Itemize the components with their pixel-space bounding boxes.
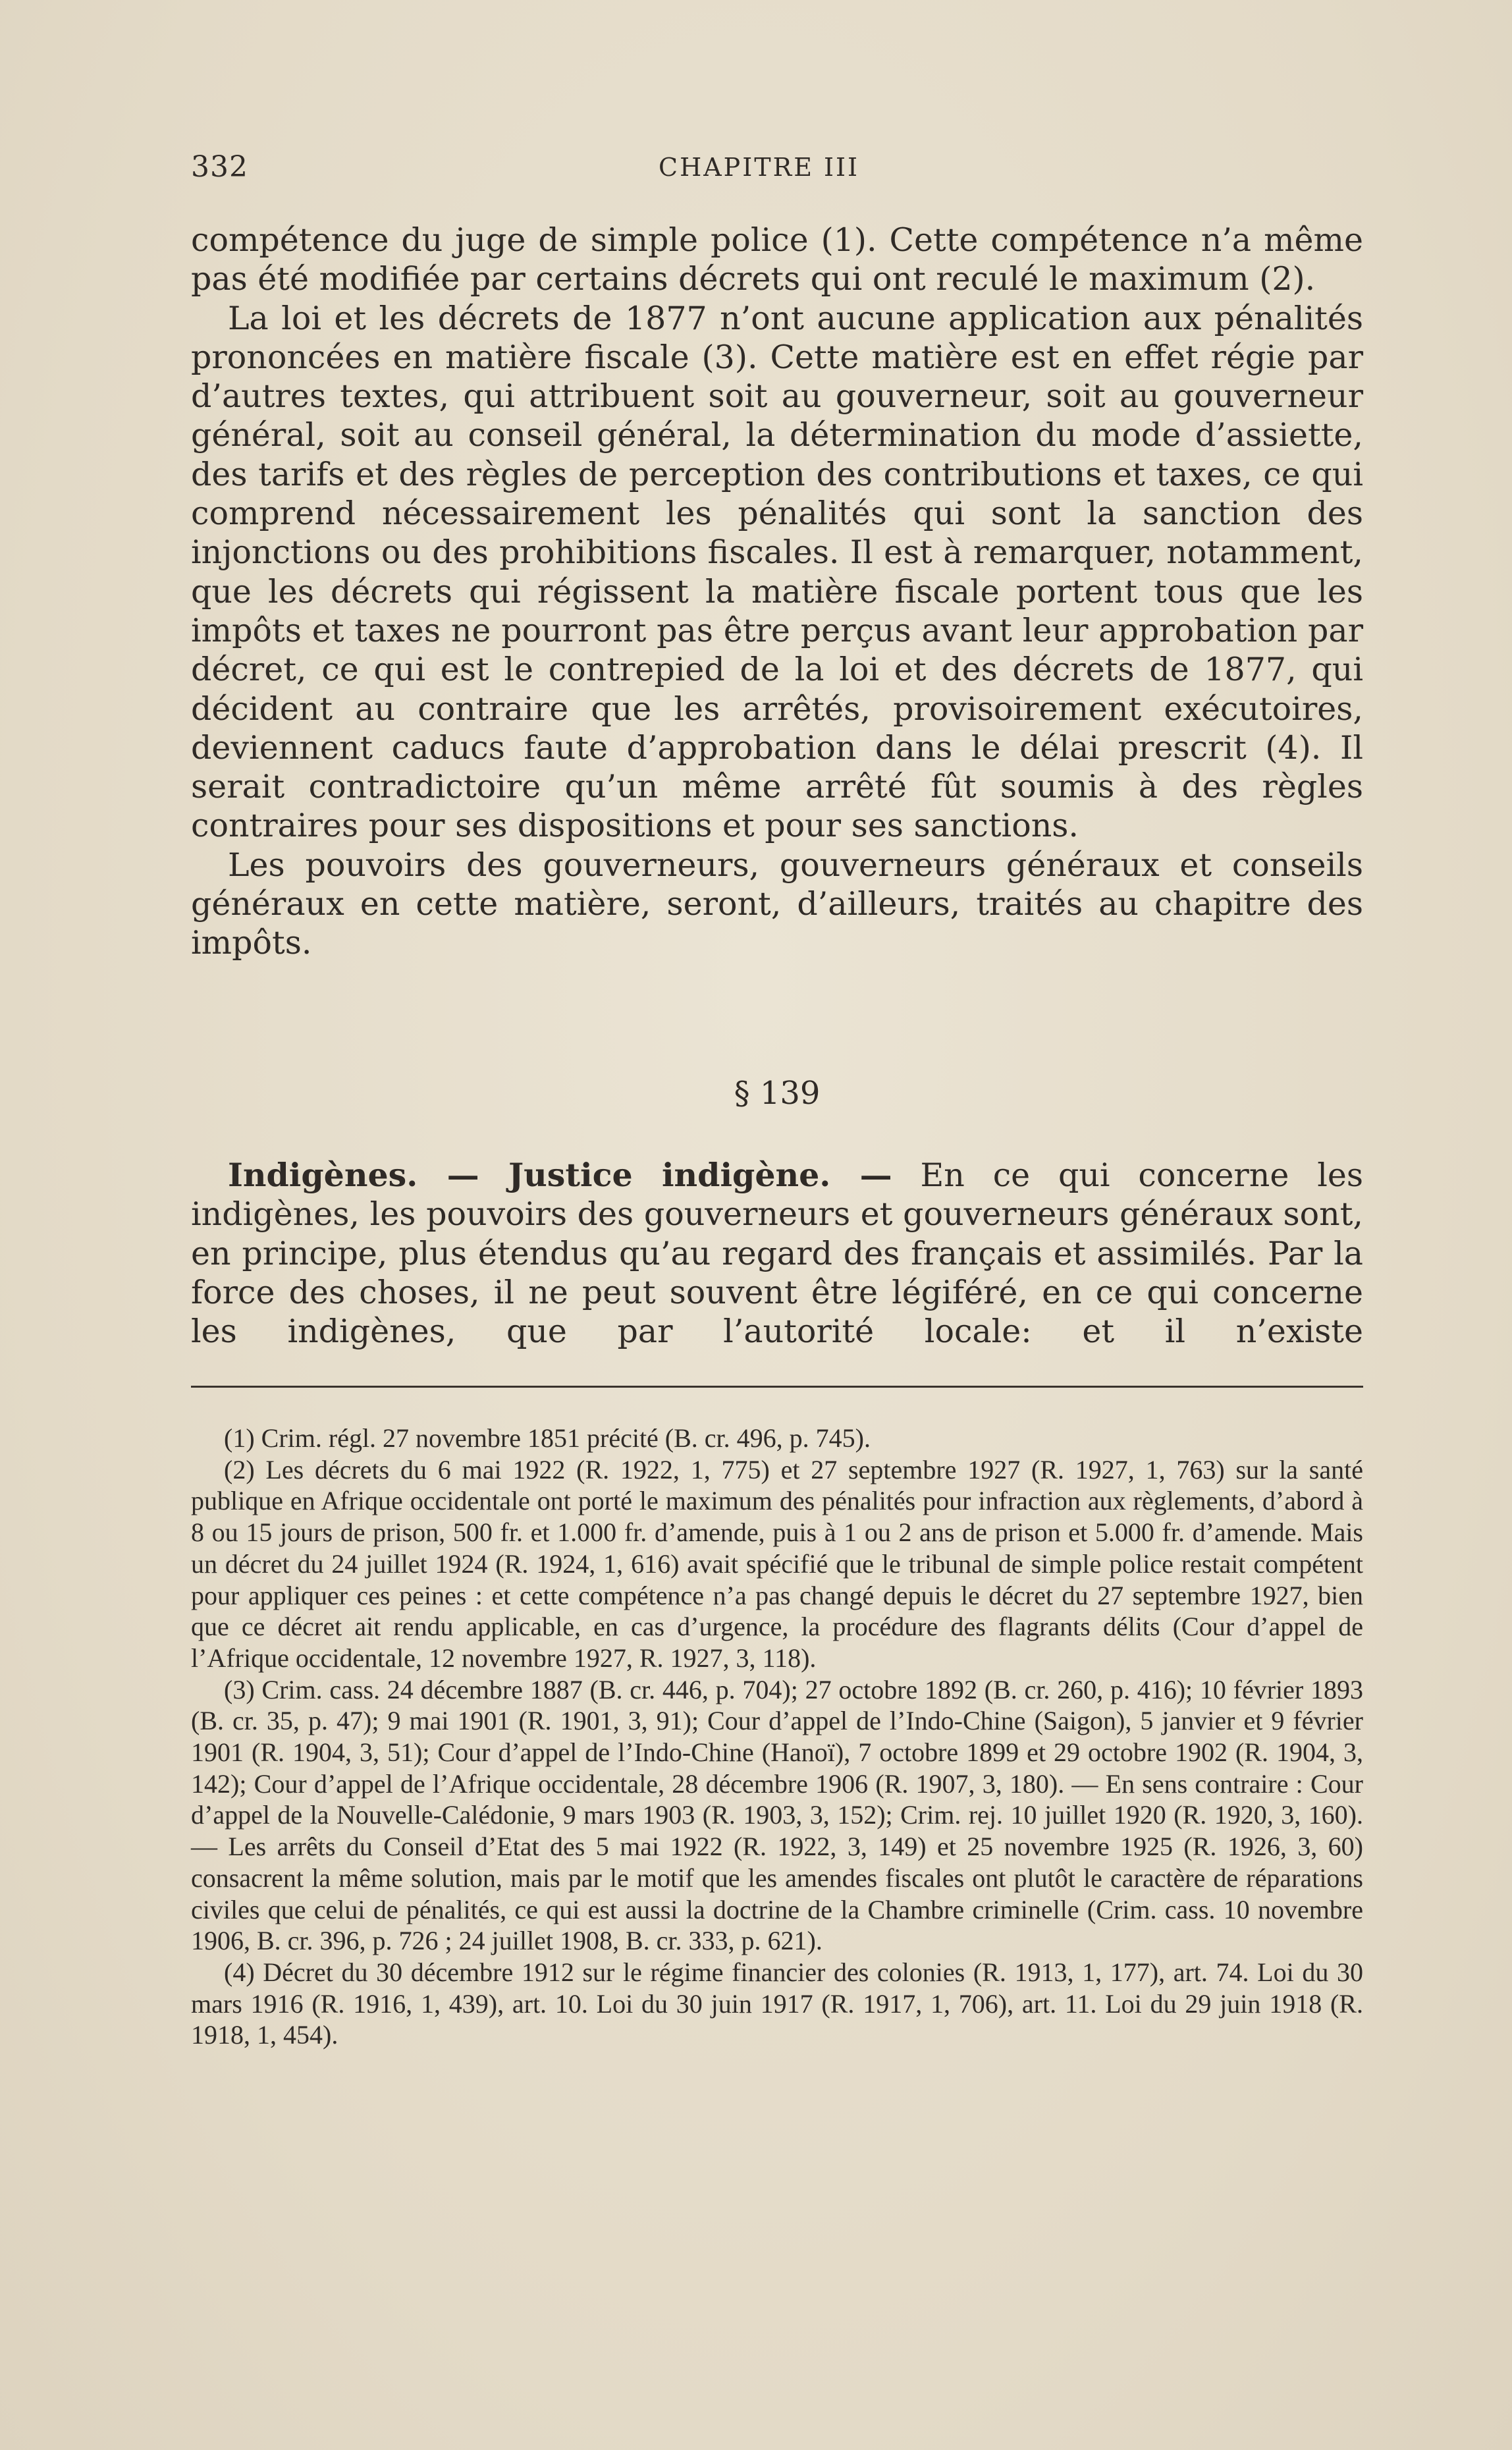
section-lead: Indigènes. — Justice indigène. — — [228, 1156, 892, 1194]
paragraph: compétence du juge de simple police (1). Cette compétence n’a même pas été modifiée par certains décrets qui ont reculé le maximum (2). — [191, 221, 1363, 298]
footnotes — [191, 1423, 1363, 2051]
paragraph: La loi et les décrets de 1877 n’ont aucune application aux pénalités prononcées en matière fiscale (3). Cette matière est en effet régie par d’autres textes, qui attribuent soit au gouverneur, soit au gouverneur général, soit au conseil général, la détermination du mode d’assiette, des tarifs et des règles de perception des contributions et taxes, ce qui comprend nécessairement les pénalités qui sont la sanction des injonctions ou des prohibitions fiscales. Il est à remarquer, notamment, que les décrets qui régissent la matière fiscale portent tous que les impôts et taxes ne pourront pas être perçus avant leur approbation par décret, ce qui est le contrepied de la loi et des décrets de 1877, qui décident au contraire que les arrêtés, provisoirement exécutoires, deviennent caducs faute d’approbation dans le délai prescrit (4). Il serait contradictoire qu’un même arrêté fût soumis à des règles contraires pour ses dispositions et pour ses sanctions. — [191, 299, 1363, 845]
main-text — [191, 221, 1363, 963]
section-heading: § 139 — [734, 1075, 821, 1112]
paragraph — [191, 1156, 1363, 1351]
page-number: 332 — [191, 150, 248, 184]
footnote: (1) Crim. régl. 27 novembre 1851 précité (B. cr. 496, p. 745). — [224, 1423, 871, 1453]
section-text — [191, 1156, 1363, 1351]
footnote-rule — [191, 1386, 1363, 1388]
footnote: (2) Les décrets du 6 mai 1922 (R. 1922, 1, 775) et 27 septembre 1927 (R. 1927, 1, 763) sur la santé publique en Afrique occidentale ont porté le maximum des pénalités pour infraction aux règlements, d’abord à 8 ou 15 jours de prison, 500 fr. et 1.000 fr. d’amende, puis à 1 ou 2 ans de prison et 5.000 fr. d’amende. Mais un décret du 24 juillet 1924 (R. 1924, 1, 616) avait spécifié que le tribunal de simple police restait compétent pour appliquer ces peines : et cette compétence n’a pas changé depuis le décret du 27 septembre 1927, bien que ce décret ait rendu applicable, en cas d’urgence, la procédure des flagrants délits (Cour d’appel de l’Afrique occidentale, 12 novembre 1927, R. 1927, 3, 118). — [191, 1454, 1363, 1673]
running-head: CHAPITRE III — [659, 153, 860, 182]
footnote: (3) Crim. cass. 24 décembre 1887 (B. cr. 446, p. 704); 27 octobre 1892 (B. cr. 260, p. 416); 10 février 1893 (B. cr. 35, p. 47); 9 mai 1901 (R. 1901, 3, 91); Cour d’appel de l’Indo-Chine (Saigon), 5 janvier et 9 février 1901 (R. 1904, 3, 51); Cour d’appel de l’Indo-Chine (Hanoï), 7 octobre 1899 et 29 octobre 1902 (R. 1904, 3, 142); Cour d’appel de l’Afrique occidentale, 28 décembre 1906 (R. 1907, 3, 180). — En sens contraire : Cour d’appel de la Nouvelle-Calédonie, 9 mars 1903 (R. 1903, 3, 152); Crim. rej. 10 juillet 1920 (R. 1920, 3, 160). — Les arrêts du Conseil d’Etat des 5 mai 1922 (R. 1922, 3, 149) et 25 novembre 1925 (R. 1926, 3, 60) consacrent la même solution, mais par le motif que les amendes fiscales ont plutôt le caractère de réparations civiles que celui de pénalités, ce qui est aussi la doctrine de la Chambre criminelle (Crim. cass. 10 novembre 1906, B. cr. 396, p. 726 ; 24 juillet 1908, B. cr. 333, p. 621). — [191, 1674, 1363, 1956]
section-body: En ce qui concerne les indigènes, les pouvoirs des gouverneurs et gouverneurs généraux sont, en principe, plus étendus qu’au regard des français et assimilés. Par la force des choses, il ne peut souvent être légiféré, en ce qui concerne les indigènes, que par l’autorité locale: et il n’existe — [191, 1157, 1364, 1351]
page-header — [191, 150, 1363, 190]
paragraph: Les pouvoirs des gouverneurs, gouverneurs généraux et conseils généraux en cette matière, seront, d’ailleurs, traités au chapitre des impôts. — [191, 846, 1363, 962]
footnote: (4) Décret du 30 décembre 1912 sur le régime financier des colonies (R. 1913, 1, 177), art. 74. Loi du 30 mars 1916 (R. 1916, 1, 439), art. 10. Loi du 30 juin 1917 (R. 1917, 1, 706), art. 11. Loi du 29 juin 1918 (R. 1918, 1, 454). — [191, 1957, 1363, 2050]
